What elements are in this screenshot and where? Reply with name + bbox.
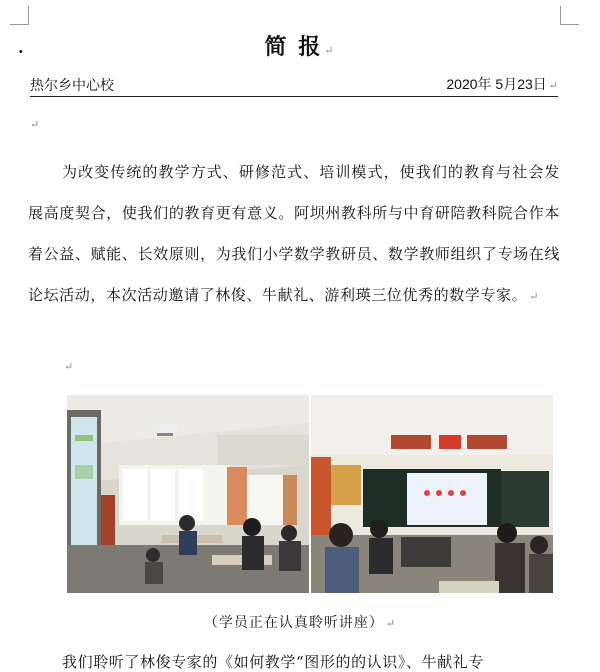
paragraph-mark: ↵ xyxy=(529,290,540,303)
body-paragraph-2[interactable] xyxy=(28,652,588,672)
photo-caption[interactable] xyxy=(0,612,600,632)
school-name: 热尔乡中心校 xyxy=(30,78,114,94)
paragraph-mark: ↵ xyxy=(324,44,336,57)
classroom-photo-left[interactable] xyxy=(67,395,309,593)
header-line[interactable] xyxy=(30,76,558,97)
classroom-photo-left-image xyxy=(67,395,309,593)
classroom-photo-right-image xyxy=(311,395,553,593)
page-corner-mark-top-right xyxy=(560,6,579,25)
paragraph-mark: ↵ xyxy=(548,79,558,92)
page-corner-mark-top-left xyxy=(10,6,29,25)
photo-row xyxy=(67,395,553,593)
paragraph-mark: ↵ xyxy=(64,360,74,373)
paragraph-text: 为改变传统的教学方式、研修范式、培训模式，使我们的教育与社会发展高度契合，使我们的教育更有意义。阿坝州教科所与中育研陪教科院合作本着公益、赋能、长效原则，为我们小学数学教研员、数学教师组织了专场在线论坛活动，本次活动邀请了林俊、牛献礼、游利瑛三位优秀的数学专家。 xyxy=(28,163,560,304)
classroom-photo-right[interactable] xyxy=(311,395,553,593)
paragraph-mark: ↵ xyxy=(385,617,397,630)
caption-text: （学员正在认真聆听讲座） xyxy=(203,615,384,631)
document-title[interactable] xyxy=(0,30,600,61)
report-date: 2020年 5月23日 xyxy=(446,76,547,92)
paragraph-text: 我们聆听了林俊专家的《如何教学“图形的的认识》、牛献礼专 xyxy=(62,653,484,671)
paragraph-mark: ↵ xyxy=(30,118,40,131)
title-text: 简 报 xyxy=(264,34,323,60)
body-paragraph[interactable] xyxy=(28,152,560,317)
bullet-mark: · xyxy=(18,42,24,61)
